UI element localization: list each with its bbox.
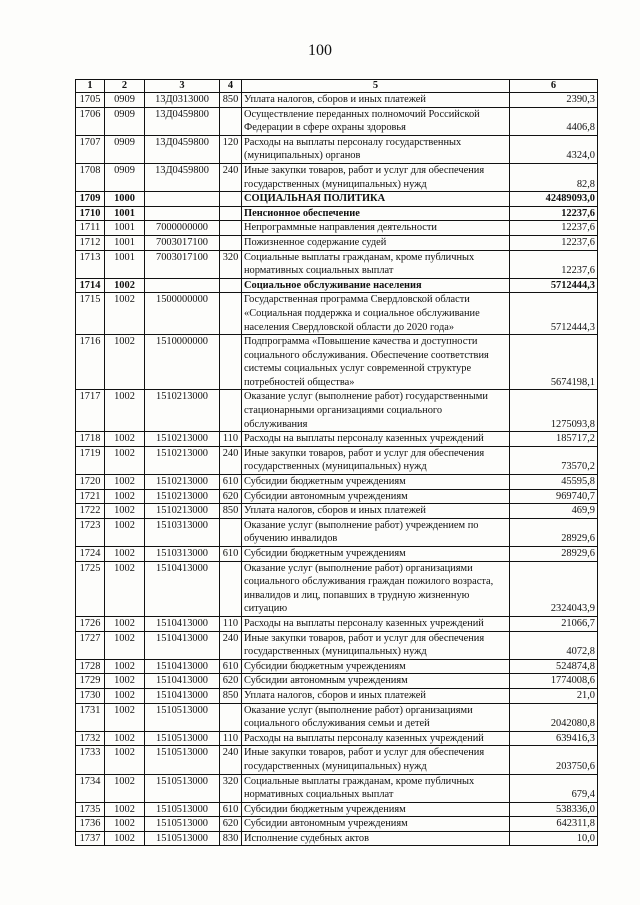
amount-cell: 5712444,3: [510, 278, 598, 293]
expense-type-cell: [220, 107, 242, 135]
section-code-cell: 1002: [105, 817, 145, 832]
table-row: [76, 504, 598, 519]
section-code-cell: 1001: [105, 250, 145, 278]
target-code-cell: 1510513000: [145, 817, 220, 832]
item-name-cell: Иные закупки товаров, работ и услуг для обеспечения государственных (муниципальных) нужд: [242, 163, 510, 191]
table-row: [76, 489, 598, 504]
table-row: [76, 659, 598, 674]
target-code-cell: 1510413000: [145, 674, 220, 689]
item-name-cell: Социальные выплаты гражданам, кроме публичных нормативных социальных выплат: [242, 250, 510, 278]
item-name-cell: Пенсионное обеспечение: [242, 206, 510, 221]
amount-cell: 42489093,0: [510, 192, 598, 207]
item-name-cell: Осуществление переданных полномочий Российской Федерации в сфере охраны здоровья: [242, 107, 510, 135]
target-code-cell: 1510213000: [145, 432, 220, 447]
row-number-cell: 1707: [76, 135, 105, 163]
expense-type-cell: 620: [220, 489, 242, 504]
section-code-cell: 1002: [105, 432, 145, 447]
section-code-cell: 1002: [105, 504, 145, 519]
amount-cell: 12237,6: [510, 250, 598, 278]
item-name-cell: Социальное обслуживание населения: [242, 278, 510, 293]
budget-table: [75, 79, 598, 846]
item-name-cell: Оказание услуг (выполнение работ) организациями социального обслуживания семьи и детей: [242, 703, 510, 731]
table-row: [76, 278, 598, 293]
target-code-cell: [145, 192, 220, 207]
table-row: [76, 746, 598, 774]
section-code-cell: 1002: [105, 390, 145, 432]
section-code-cell: 1002: [105, 688, 145, 703]
target-code-cell: 13Д0459800: [145, 107, 220, 135]
expense-type-cell: 850: [220, 504, 242, 519]
table-row: [76, 446, 598, 474]
amount-cell: 203750,6: [510, 746, 598, 774]
section-code-cell: 1002: [105, 475, 145, 490]
table-row: [76, 616, 598, 631]
row-number-cell: 1718: [76, 432, 105, 447]
target-code-cell: 1510513000: [145, 774, 220, 802]
item-name-cell: Уплата налогов, сборов и иных платежей: [242, 504, 510, 519]
target-code-cell: 1510213000: [145, 390, 220, 432]
target-code-cell: 1510413000: [145, 688, 220, 703]
expense-type-cell: 850: [220, 93, 242, 108]
item-name-cell: Субсидии автономным учреждениям: [242, 489, 510, 504]
target-code-cell: 1510313000: [145, 547, 220, 562]
page-number: 100: [308, 42, 332, 59]
row-number-cell: 1711: [76, 221, 105, 236]
item-name-cell: Социальные выплаты гражданам, кроме публичных нормативных социальных выплат: [242, 774, 510, 802]
section-code-cell: 1002: [105, 335, 145, 390]
amount-cell: 524874,8: [510, 659, 598, 674]
target-code-cell: 13Д0313000: [145, 93, 220, 108]
target-code-cell: 1510413000: [145, 561, 220, 616]
expense-type-cell: 110: [220, 731, 242, 746]
item-name-cell: Субсидии бюджетным учреждениям: [242, 547, 510, 562]
amount-cell: 28929,6: [510, 518, 598, 546]
target-code-cell: 1510513000: [145, 831, 220, 846]
table-row: [76, 107, 598, 135]
amount-cell: 21,0: [510, 688, 598, 703]
amount-cell: 639416,3: [510, 731, 598, 746]
expense-type-cell: 850: [220, 688, 242, 703]
row-number-cell: 1715: [76, 293, 105, 335]
row-number-cell: 1722: [76, 504, 105, 519]
row-number-cell: 1719: [76, 446, 105, 474]
header-cell-3: 3: [145, 80, 220, 93]
row-number-cell: 1705: [76, 93, 105, 108]
table-row: [76, 432, 598, 447]
item-name-cell: Расходы на выплаты персоналу государственных (муниципальных) органов: [242, 135, 510, 163]
target-code-cell: [145, 206, 220, 221]
target-code-cell: 7003017100: [145, 235, 220, 250]
table-row: [76, 192, 598, 207]
target-code-cell: 1510513000: [145, 802, 220, 817]
target-code-cell: 1510000000: [145, 335, 220, 390]
item-name-cell: Непрограммные направления деятельности: [242, 221, 510, 236]
row-number-cell: 1714: [76, 278, 105, 293]
section-code-cell: 1001: [105, 235, 145, 250]
amount-cell: 12237,6: [510, 235, 598, 250]
row-number-cell: 1735: [76, 802, 105, 817]
section-code-cell: 1002: [105, 674, 145, 689]
target-code-cell: 1510413000: [145, 631, 220, 659]
section-code-cell: 1002: [105, 802, 145, 817]
target-code-cell: 1510213000: [145, 489, 220, 504]
amount-cell: 10,0: [510, 831, 598, 846]
item-name-cell: Пожизненное содержание судей: [242, 235, 510, 250]
item-name-cell: Субсидии автономным учреждениям: [242, 674, 510, 689]
item-name-cell: Исполнение судебных актов: [242, 831, 510, 846]
table-row: [76, 731, 598, 746]
amount-cell: 1275093,8: [510, 390, 598, 432]
item-name-cell: Оказание услуг (выполнение работ) государственными стационарными организациями социального обслуживания: [242, 390, 510, 432]
amount-cell: 4406,8: [510, 107, 598, 135]
row-number-cell: 1725: [76, 561, 105, 616]
table-row: [76, 817, 598, 832]
target-code-cell: 1510313000: [145, 518, 220, 546]
amount-cell: 5674198,1: [510, 335, 598, 390]
amount-cell: 4324,0: [510, 135, 598, 163]
header-cell-6: 6: [510, 80, 598, 93]
expense-type-cell: 610: [220, 475, 242, 490]
expense-type-cell: [220, 703, 242, 731]
amount-cell: 2324043,9: [510, 561, 598, 616]
row-number-cell: 1716: [76, 335, 105, 390]
item-name-cell: Расходы на выплаты персоналу казенных учреждений: [242, 731, 510, 746]
expense-type-cell: 240: [220, 631, 242, 659]
item-name-cell: Уплата налогов, сборов и иных платежей: [242, 93, 510, 108]
header-cell-5: 5: [242, 80, 510, 93]
expense-type-cell: 620: [220, 817, 242, 832]
header-cell-4: 4: [220, 80, 242, 93]
row-number-cell: 1710: [76, 206, 105, 221]
table-row: [76, 703, 598, 731]
item-name-cell: СОЦИАЛЬНАЯ ПОЛИТИКА: [242, 192, 510, 207]
target-code-cell: 1500000000: [145, 293, 220, 335]
row-number-cell: 1728: [76, 659, 105, 674]
item-name-cell: Оказание услуг (выполнение работ) организациями социального обслуживания граждан пожилого возраста, инвалидов и лиц, попавших в трудную жизненную ситуацию: [242, 561, 510, 616]
table-row: [76, 135, 598, 163]
amount-cell: 73570,2: [510, 446, 598, 474]
item-name-cell: Иные закупки товаров, работ и услуг для обеспечения государственных (муниципальных) нужд: [242, 631, 510, 659]
row-number-cell: 1709: [76, 192, 105, 207]
row-number-cell: 1721: [76, 489, 105, 504]
target-code-cell: 1510413000: [145, 616, 220, 631]
table-row: [76, 293, 598, 335]
section-code-cell: 1002: [105, 703, 145, 731]
item-name-cell: Субсидии бюджетным учреждениям: [242, 475, 510, 490]
row-number-cell: 1720: [76, 475, 105, 490]
amount-cell: 12237,6: [510, 206, 598, 221]
section-code-cell: 1002: [105, 659, 145, 674]
target-code-cell: [145, 278, 220, 293]
section-code-cell: 1002: [105, 774, 145, 802]
table-row: [76, 831, 598, 846]
table-row: [76, 631, 598, 659]
expense-type-cell: 240: [220, 446, 242, 474]
expense-type-cell: [220, 206, 242, 221]
section-code-cell: 1002: [105, 518, 145, 546]
item-name-cell: Иные закупки товаров, работ и услуг для обеспечения государственных (муниципальных) нужд: [242, 746, 510, 774]
expense-type-cell: [220, 221, 242, 236]
amount-cell: 12237,6: [510, 221, 598, 236]
item-name-cell: Расходы на выплаты персоналу казенных учреждений: [242, 432, 510, 447]
amount-cell: 642311,8: [510, 817, 598, 832]
target-code-cell: 1510213000: [145, 475, 220, 490]
expense-type-cell: 120: [220, 135, 242, 163]
table-row: [76, 547, 598, 562]
row-number-cell: 1712: [76, 235, 105, 250]
table-body: [76, 93, 598, 846]
expense-type-cell: [220, 293, 242, 335]
row-number-cell: 1727: [76, 631, 105, 659]
row-number-cell: 1706: [76, 107, 105, 135]
table-row: [76, 802, 598, 817]
amount-cell: 538336,0: [510, 802, 598, 817]
item-name-cell: Государственная программа Свердловской области «Социальная поддержка и социальное обслуживание населения Свердловской области до 2020 года»: [242, 293, 510, 335]
section-code-cell: 1002: [105, 831, 145, 846]
section-code-cell: 1002: [105, 293, 145, 335]
section-code-cell: 1002: [105, 561, 145, 616]
expense-type-cell: [220, 278, 242, 293]
amount-cell: 4072,8: [510, 631, 598, 659]
expense-type-cell: [220, 335, 242, 390]
expense-type-cell: [220, 561, 242, 616]
row-number-cell: 1732: [76, 731, 105, 746]
item-name-cell: Субсидии автономным учреждениям: [242, 817, 510, 832]
row-number-cell: 1731: [76, 703, 105, 731]
target-code-cell: 13Д0459800: [145, 135, 220, 163]
expense-type-cell: [220, 235, 242, 250]
section-code-cell: 1002: [105, 278, 145, 293]
item-name-cell: Расходы на выплаты персоналу казенных учреждений: [242, 616, 510, 631]
target-code-cell: 7003017100: [145, 250, 220, 278]
table-row: [76, 774, 598, 802]
amount-cell: 21066,7: [510, 616, 598, 631]
amount-cell: 1774008,6: [510, 674, 598, 689]
section-code-cell: 1000: [105, 192, 145, 207]
amount-cell: 185717,2: [510, 432, 598, 447]
target-code-cell: 1510513000: [145, 746, 220, 774]
expense-type-cell: 240: [220, 746, 242, 774]
table-row: [76, 206, 598, 221]
expense-type-cell: 110: [220, 616, 242, 631]
row-number-cell: 1713: [76, 250, 105, 278]
expense-type-cell: 830: [220, 831, 242, 846]
expense-type-cell: [220, 390, 242, 432]
amount-cell: 82,8: [510, 163, 598, 191]
header-row: [76, 80, 598, 93]
row-number-cell: 1723: [76, 518, 105, 546]
table-row: [76, 163, 598, 191]
row-number-cell: 1729: [76, 674, 105, 689]
target-code-cell: 1510413000: [145, 659, 220, 674]
section-code-cell: 0909: [105, 135, 145, 163]
expense-type-cell: 610: [220, 547, 242, 562]
item-name-cell: Уплата налогов, сборов и иных платежей: [242, 688, 510, 703]
target-code-cell: 1510513000: [145, 703, 220, 731]
section-code-cell: 0909: [105, 107, 145, 135]
header-cell-2: 2: [105, 80, 145, 93]
target-code-cell: 7000000000: [145, 221, 220, 236]
table-row: [76, 250, 598, 278]
item-name-cell: Субсидии бюджетным учреждениям: [242, 802, 510, 817]
table-row: [76, 93, 598, 108]
expense-type-cell: 110: [220, 432, 242, 447]
row-number-cell: 1737: [76, 831, 105, 846]
item-name-cell: Субсидии бюджетным учреждениям: [242, 659, 510, 674]
item-name-cell: Оказание услуг (выполнение работ) учреждением по обучению инвалидов: [242, 518, 510, 546]
section-code-cell: 1001: [105, 206, 145, 221]
row-number-cell: 1708: [76, 163, 105, 191]
expense-type-cell: [220, 192, 242, 207]
expense-type-cell: 610: [220, 802, 242, 817]
target-code-cell: 13Д0459800: [145, 163, 220, 191]
table-row: [76, 674, 598, 689]
table-row: [76, 221, 598, 236]
item-name-cell: Подпрограмма «Повышение качества и доступности социального обслуживания. Обеспечение соответствия системы социальных услуг современной структуре потребностей общества»: [242, 335, 510, 390]
section-code-cell: 0909: [105, 163, 145, 191]
amount-cell: 679,4: [510, 774, 598, 802]
row-number-cell: 1724: [76, 547, 105, 562]
row-number-cell: 1736: [76, 817, 105, 832]
expense-type-cell: 610: [220, 659, 242, 674]
target-code-cell: 1510213000: [145, 504, 220, 519]
expense-type-cell: 320: [220, 774, 242, 802]
section-code-cell: 1002: [105, 616, 145, 631]
table-row: [76, 688, 598, 703]
target-code-cell: 1510213000: [145, 446, 220, 474]
amount-cell: 969740,7: [510, 489, 598, 504]
section-code-cell: 1002: [105, 547, 145, 562]
expense-type-cell: 240: [220, 163, 242, 191]
table-row: [76, 475, 598, 490]
target-code-cell: 1510513000: [145, 731, 220, 746]
section-code-cell: 0909: [105, 93, 145, 108]
table-row: [76, 390, 598, 432]
amount-cell: 5712444,3: [510, 293, 598, 335]
section-code-cell: 1002: [105, 489, 145, 504]
section-code-cell: 1002: [105, 631, 145, 659]
section-code-cell: 1001: [105, 221, 145, 236]
table-row: [76, 235, 598, 250]
amount-cell: 2042080,8: [510, 703, 598, 731]
table-row: [76, 561, 598, 616]
expense-type-cell: 320: [220, 250, 242, 278]
header-cell-1: 1: [76, 80, 105, 93]
row-number-cell: 1717: [76, 390, 105, 432]
table-row: [76, 518, 598, 546]
expense-type-cell: [220, 518, 242, 546]
row-number-cell: 1734: [76, 774, 105, 802]
amount-cell: 469,9: [510, 504, 598, 519]
table-row: [76, 335, 598, 390]
row-number-cell: 1726: [76, 616, 105, 631]
section-code-cell: 1002: [105, 746, 145, 774]
amount-cell: 45595,8: [510, 475, 598, 490]
item-name-cell: Иные закупки товаров, работ и услуг для обеспечения государственных (муниципальных) нужд: [242, 446, 510, 474]
expense-type-cell: 620: [220, 674, 242, 689]
section-code-cell: 1002: [105, 731, 145, 746]
amount-cell: 2390,3: [510, 93, 598, 108]
row-number-cell: 1730: [76, 688, 105, 703]
row-number-cell: 1733: [76, 746, 105, 774]
amount-cell: 28929,6: [510, 547, 598, 562]
section-code-cell: 1002: [105, 446, 145, 474]
